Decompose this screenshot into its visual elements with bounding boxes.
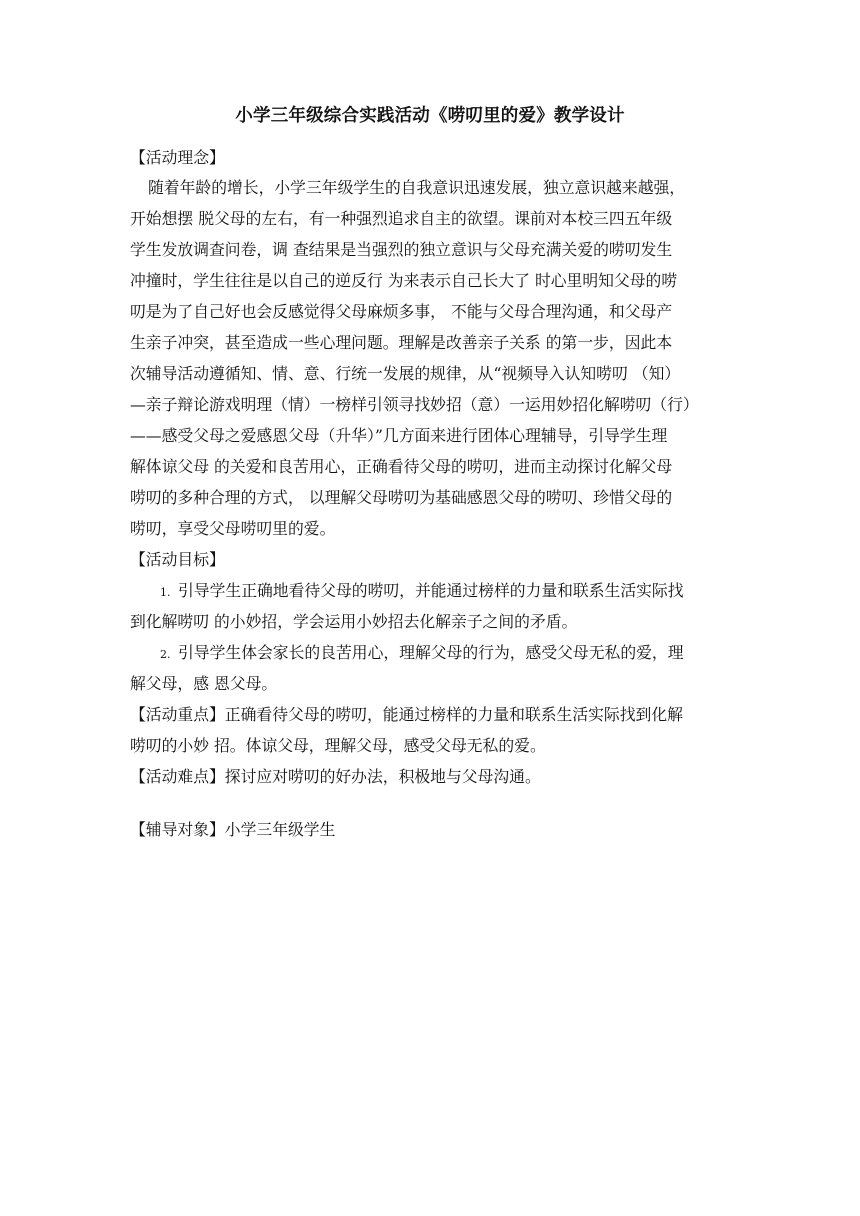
concept-line-6: 生亲子冲突，甚至造成一些心理问题。理解是改善亲子关系 的第一步，因此本 xyxy=(130,333,673,352)
concept-heading: 【活动理念】 xyxy=(130,148,225,167)
concept-line-11: 唠叨的多种合理的方式， 以理解父母唠叨为基础感恩父母的唠叨、珍惜父母的 xyxy=(130,488,673,507)
concept-line-1: 随着年龄的增长，小学三年级学生的自我意识迅速发展，独立意识越来越强， xyxy=(148,178,686,197)
goal-text: 引导学生体会家长的良苦用心，理解父母的行为，感受父母无私的爱，理 xyxy=(178,643,684,662)
goal-text: 引导学生正确地看待父母的唠叨，并能通过榜样的力量和联系生活实际找 xyxy=(178,581,684,600)
target-label: 【辅导对象】 xyxy=(130,820,225,839)
concept-line-9: ——感受父母之爱感恩父母（升华）”几方面来进行团体心理辅导，引导学生理 xyxy=(130,426,668,445)
goals-heading: 【活动目标】 xyxy=(130,550,225,569)
key-point-line-1 xyxy=(130,703,683,727)
difficulty-label: 【活动难点】 xyxy=(130,767,225,786)
target-text: 小学三年级学生 xyxy=(224,820,336,839)
goal-number: 1. xyxy=(160,586,171,599)
goal-number: 2. xyxy=(160,648,171,661)
goal-item-1 xyxy=(160,579,684,605)
concept-line-8: —亲子辩论游戏明理（情）一榜样引领寻找妙招（意）一运用妙招化解唠叨（行） xyxy=(130,395,699,414)
key-point-line-2: 唠叨的小妙 招。体谅父母，理解父母，感受父母无私的爱。 xyxy=(130,736,546,755)
key-point-label: 【活动重点】 xyxy=(130,705,225,724)
concept-line-10: 解体谅父母 的关爱和良苦用心，正确看待父母的唠叨，进而主动探讨化解父母 xyxy=(130,457,673,476)
goal-item-2-continued: 解父母，感 恩父母。 xyxy=(130,674,278,693)
document-title: 小学三年级综合实践活动《唠叨里的爱》教学设计 xyxy=(235,106,625,126)
concept-line-7: 次辅导活动遵循知、情、意、行统一发展的规律，从“视频导入认知唠叨 （知） xyxy=(130,364,681,383)
target-line xyxy=(130,818,335,842)
difficulty-text: 探讨应对唠叨的好办法，积极地与父母沟通。 xyxy=(224,767,541,786)
concept-line-4: 冲撞时，学生往往是以自己的逆反行 为来表示自己长大了 时心里明知父母的唠 xyxy=(130,271,678,290)
concept-line-12: 唠叨，享受父母唠叨里的爱。 xyxy=(130,519,336,538)
key-point-text: 正确看待父母的唠叨，能通过榜样的力量和联系生活实际找到化解 xyxy=(224,705,683,724)
concept-line-5: 叨是为了自己好也会反感觉得父母麻烦多事， 不能与父母合理沟通，和父母产 xyxy=(130,302,673,321)
difficulty-line xyxy=(130,765,541,789)
concept-line-3: 学生发放调查问卷，调 查结果是当强烈的独立意识与父母充满关爱的唠叨发生 xyxy=(130,240,673,259)
concept-line-2: 开始想摆 脱父母的左右，有一种强烈追求自主的欲望。课前对本校三四五年级 xyxy=(130,209,673,228)
goal-item-1-continued: 到化解唠叨 的小妙招，学会运用小妙招去化解亲子之间的矛盾。 xyxy=(130,612,578,631)
goal-item-2 xyxy=(160,641,684,667)
